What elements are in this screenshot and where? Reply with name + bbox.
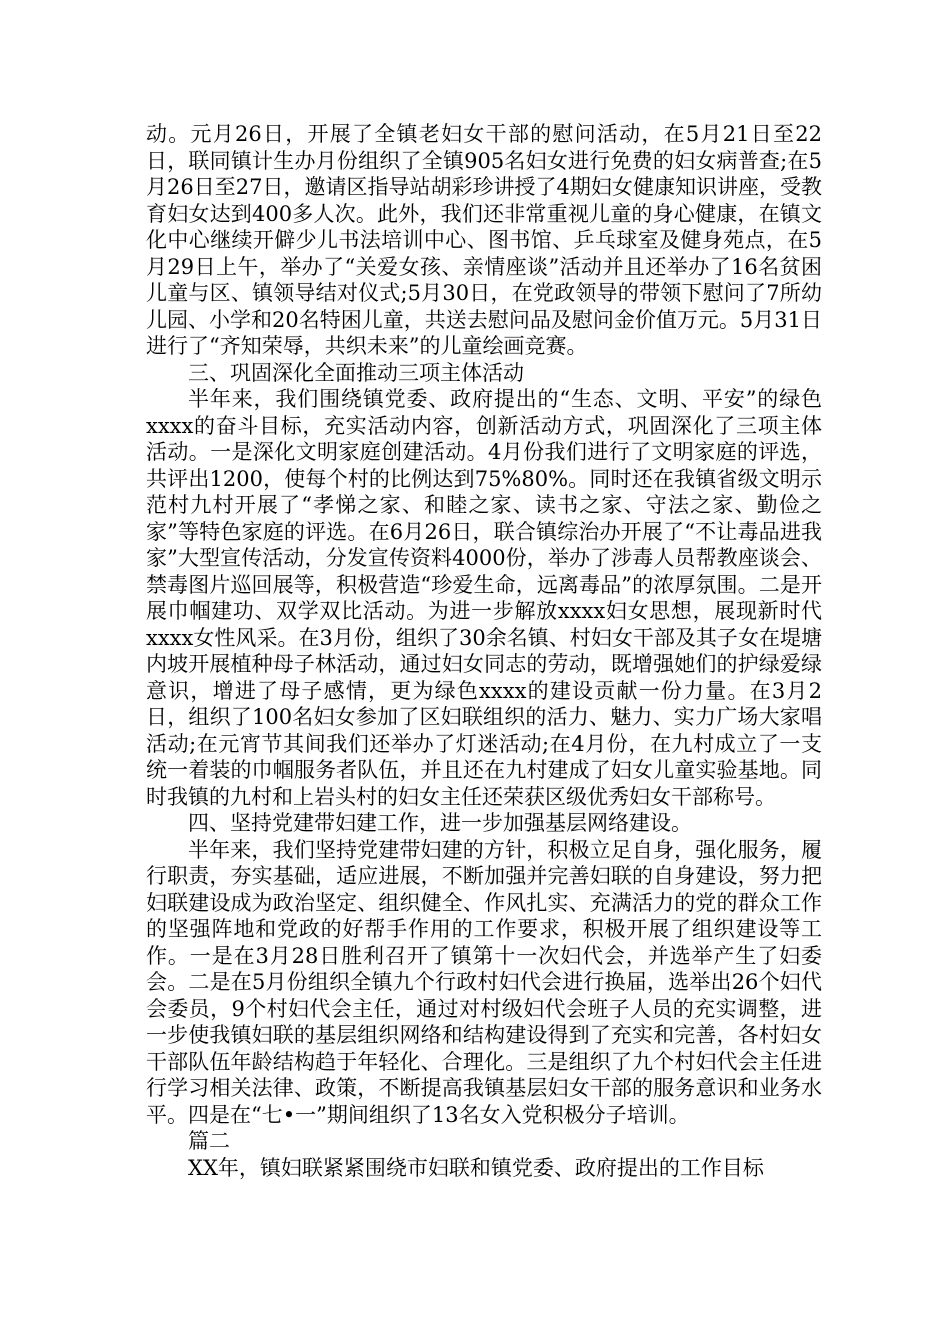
body-paragraph: 动。元月26日，开展了全镇老妇女干部的慰问活动，在5月21日至22日，联同镇计生办月份组织了全镇905名妇女进行免费的妇女病普查;在5月26日至27日，邀请区指导站胡彩珍讲授了4期妇女健康知识讲座，受教育妇女达到400多人次。此外，我们还非常重视儿童的身心健康，在镇文化中心继续开僻少儿书法培训中心、图书馆、乒乓球室及健身苑点，在5月29日上午，举办了“关爱女孩、亲情座谈”活动并且还举办了16名贫困儿童与区、镇领导结对仪式;5月30日，在党政领导的带领下慰问了7所幼儿园、小学和20名特困儿童，共送去慰问品及慰问金价值万元。5月31日进行了“齐知荣辱，共织未来”的儿童绘画竞赛。 bbox=[146, 122, 822, 358]
body-paragraph: 半年来，我们围绕镇党委、政府提出的“生态、文明、平安”的绿色xxxx的奋斗目标，充实活动内容，创新活动方式，巩固深化了三项主体活动。一是深化文明家庭创建活动。4月份我们进行了文明家庭的评选，共评出1200，使每个村的比例达到75%80%。同时还在我镇省级文明示范村九村开展了“孝悌之家、和睦之家、读书之家、守法之家、勤俭之家”等特色家庭的评选。在6月26日，联合镇综治办开展了“不让毒品进我家”大型宣传活动，分发宣传资料4000份，举办了涉毒人员帮教座谈会、禁毒图片巡回展等，积极营造“珍爱生命，远离毒品”的浓厚氛围。二是开展巾帼建功、双学双比活动。为进一步解放xxxx妇女思想，展现新时代xxxx女性风采。在3月份，组织了30余名镇、村妇女干部及其子女在堤塘内坡开展植种母子林活动，通过妇女同志的劳动，既增强她们的护绿爱绿意识，增进了母子感情，更为绿色xxxx的建设贡献一份力量。在3月2日，组织了100名妇女参加了区妇联组织的活力、魅力、实力广场大家唱活动;在元宵节其间我们还举办了灯迷活动;在4月份，在九村成立了一支统一着装的巾帼服务者队伍，并且还在九村建成了妇女儿童实验基地。同时我镇的九村和上岩头村的妇女主任还荣获区级优秀妇女干部称号。 bbox=[146, 387, 822, 809]
document-page bbox=[146, 121, 822, 1181]
body-paragraph: 半年来，我们坚持党建带妇建的方针，积极立足自身，强化服务，履行职责，夯实基础，适应进展，不断加强并完善妇联的自身建设，努力把妇联建设成为政治坚定、组织健全、作风扎实、充满活力的党的群众工作的坚强阵地和党政的好帮手作用的工作要求，积极开展了组织建设等工作。一是在3月28日胜利召开了镇第十一次妇代会，并选举产生了妇委会。二是在5月份组织全镇九个行政村妇代会进行换届，选举出26个妇代会委员，9个村妇代会主任，通过对村级妇代会班子人员的充实调整，进一步使我镇妇联的基层组织网络和结构建设得到了充实和完善，各村妇女干部队伍年龄结构趋于年轻化、合理化。三是组织了九个村妇代会主任进行学习相关法律、政策，不断提高我镇基层妇女干部的服务意识和业务水平。四是在“七•一”期间组织了13名女入党积极分子培训。 bbox=[146, 837, 822, 1127]
section-heading: 三、巩固深化全面推动三项主体活动 bbox=[188, 360, 524, 385]
body-paragraph: XX年，镇妇联紧紧围绕市妇联和镇党委、政府提出的工作目标 bbox=[188, 1155, 764, 1180]
section-heading: 四、坚持党建带妇建工作，进一步加强基层网络建设。 bbox=[188, 811, 692, 835]
article-label: 篇二 bbox=[188, 1129, 230, 1153]
